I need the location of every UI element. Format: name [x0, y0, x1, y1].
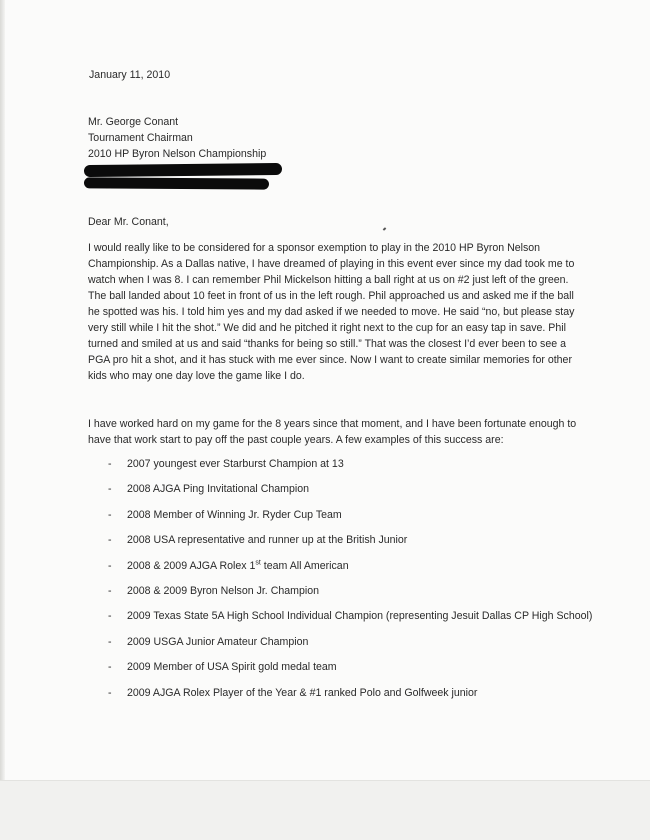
redacted-address-line-2	[84, 177, 269, 189]
scan-bottom-margin	[0, 780, 650, 840]
paragraph-intro-achievements	[88, 416, 577, 448]
paragraph-story	[88, 240, 575, 384]
bullet-dash: -	[108, 483, 112, 496]
bullet-dash: -	[108, 661, 112, 674]
paragraph-story-line: watch when I was 8. I can remember Phil Mickelson hitting a ball right at us on #2 just left of the green.	[88, 274, 569, 286]
achievement-text-part: team All American	[260, 559, 349, 572]
paragraph-story-line: I would really like to be considered for a sponsor exemption to play in the 2010 HP Byron Nelson	[88, 242, 541, 254]
paragraph-story-line: he spotted was his. I told him yes and my dad asked if we needed to move. He said “no, but please stay	[88, 306, 575, 318]
scan-shadow-edge	[0, 0, 5, 840]
bullet-dash: -	[108, 584, 112, 597]
paragraph-story-line: PGA pro hit a shot, and it has stuck with me ever since. Now I want to create similar memories for other	[88, 354, 572, 366]
recipient-name: Mr. George Conant	[88, 116, 179, 128]
achievement-text: 2008 Member of Winning Jr. Ryder Cup Team	[127, 508, 342, 521]
recipient-organization: 2010 HP Byron Nelson Championship	[88, 148, 267, 160]
scan-speck	[383, 227, 387, 230]
bullet-dash: -	[108, 686, 112, 699]
bullet-dash: -	[108, 534, 112, 547]
bullet-dash: -	[108, 508, 112, 521]
paragraph-intro-line: I have worked hard on my game for the 8 years since that moment, and I have been fortunate enough to	[88, 418, 577, 430]
recipient-title: Tournament Chairman	[88, 132, 193, 144]
achievement-text: 2008 AJGA Ping Invitational Champion	[127, 483, 309, 496]
achievement-text: 2008 USA representative and runner up at the British Junior	[127, 534, 408, 547]
achievement-text: 2007 youngest ever Starburst Champion at 13	[127, 458, 344, 470]
recipient-address	[88, 114, 266, 162]
bullet-dash: -	[108, 458, 112, 470]
redacted-address-line-1	[84, 163, 282, 177]
achievement-text-part: 2008 & 2009 AJGA Rolex 1	[127, 559, 256, 572]
achievement-text	[127, 558, 349, 574]
bullet-dash: -	[108, 610, 112, 623]
paragraph-story-line: turned and smiled at us and said “thanks for being so still.” That was the closest I’d ever been to see a	[88, 338, 566, 350]
achievement-text: 2009 USGA Junior Amateur Champion	[127, 635, 309, 648]
letter-date: January 11, 2010	[89, 69, 171, 81]
paragraph-story-line: The ball landed about 10 feet in front of us in the left rough. Phil approached us and asked me if the ball	[88, 290, 574, 302]
paragraph-intro-line: have that work start to pay off the past couple years. A few examples of this success are:	[88, 434, 504, 446]
achievement-text: 2008 & 2009 Byron Nelson Jr. Champion	[127, 584, 319, 597]
bullet-dash: -	[108, 559, 112, 572]
paragraph-story-line: kids who may one day love the game like I do.	[88, 370, 305, 382]
achievement-text: 2009 Texas State 5A High School Individual Champion (representing Jesuit Dallas CP High School)	[127, 610, 593, 623]
achievement-text: 2009 AJGA Rolex Player of the Year & #1 ranked Polo and Golfweek junior	[127, 686, 478, 699]
achievement-text: 2009 Member of USA Spirit gold medal team	[127, 661, 337, 674]
bullet-dash: -	[108, 635, 112, 648]
paragraph-story-line: Championship. As a Dallas native, I have dreamed of playing in this event ever since my dad took me to	[88, 258, 575, 270]
paragraph-story-line: very still while I hit the shot.” We did and he pitched it right next to the cup for an easy tap in save. Phil	[88, 322, 566, 334]
salutation: Dear Mr. Conant,	[88, 216, 169, 228]
ordinal-suffix: st	[255, 559, 261, 567]
